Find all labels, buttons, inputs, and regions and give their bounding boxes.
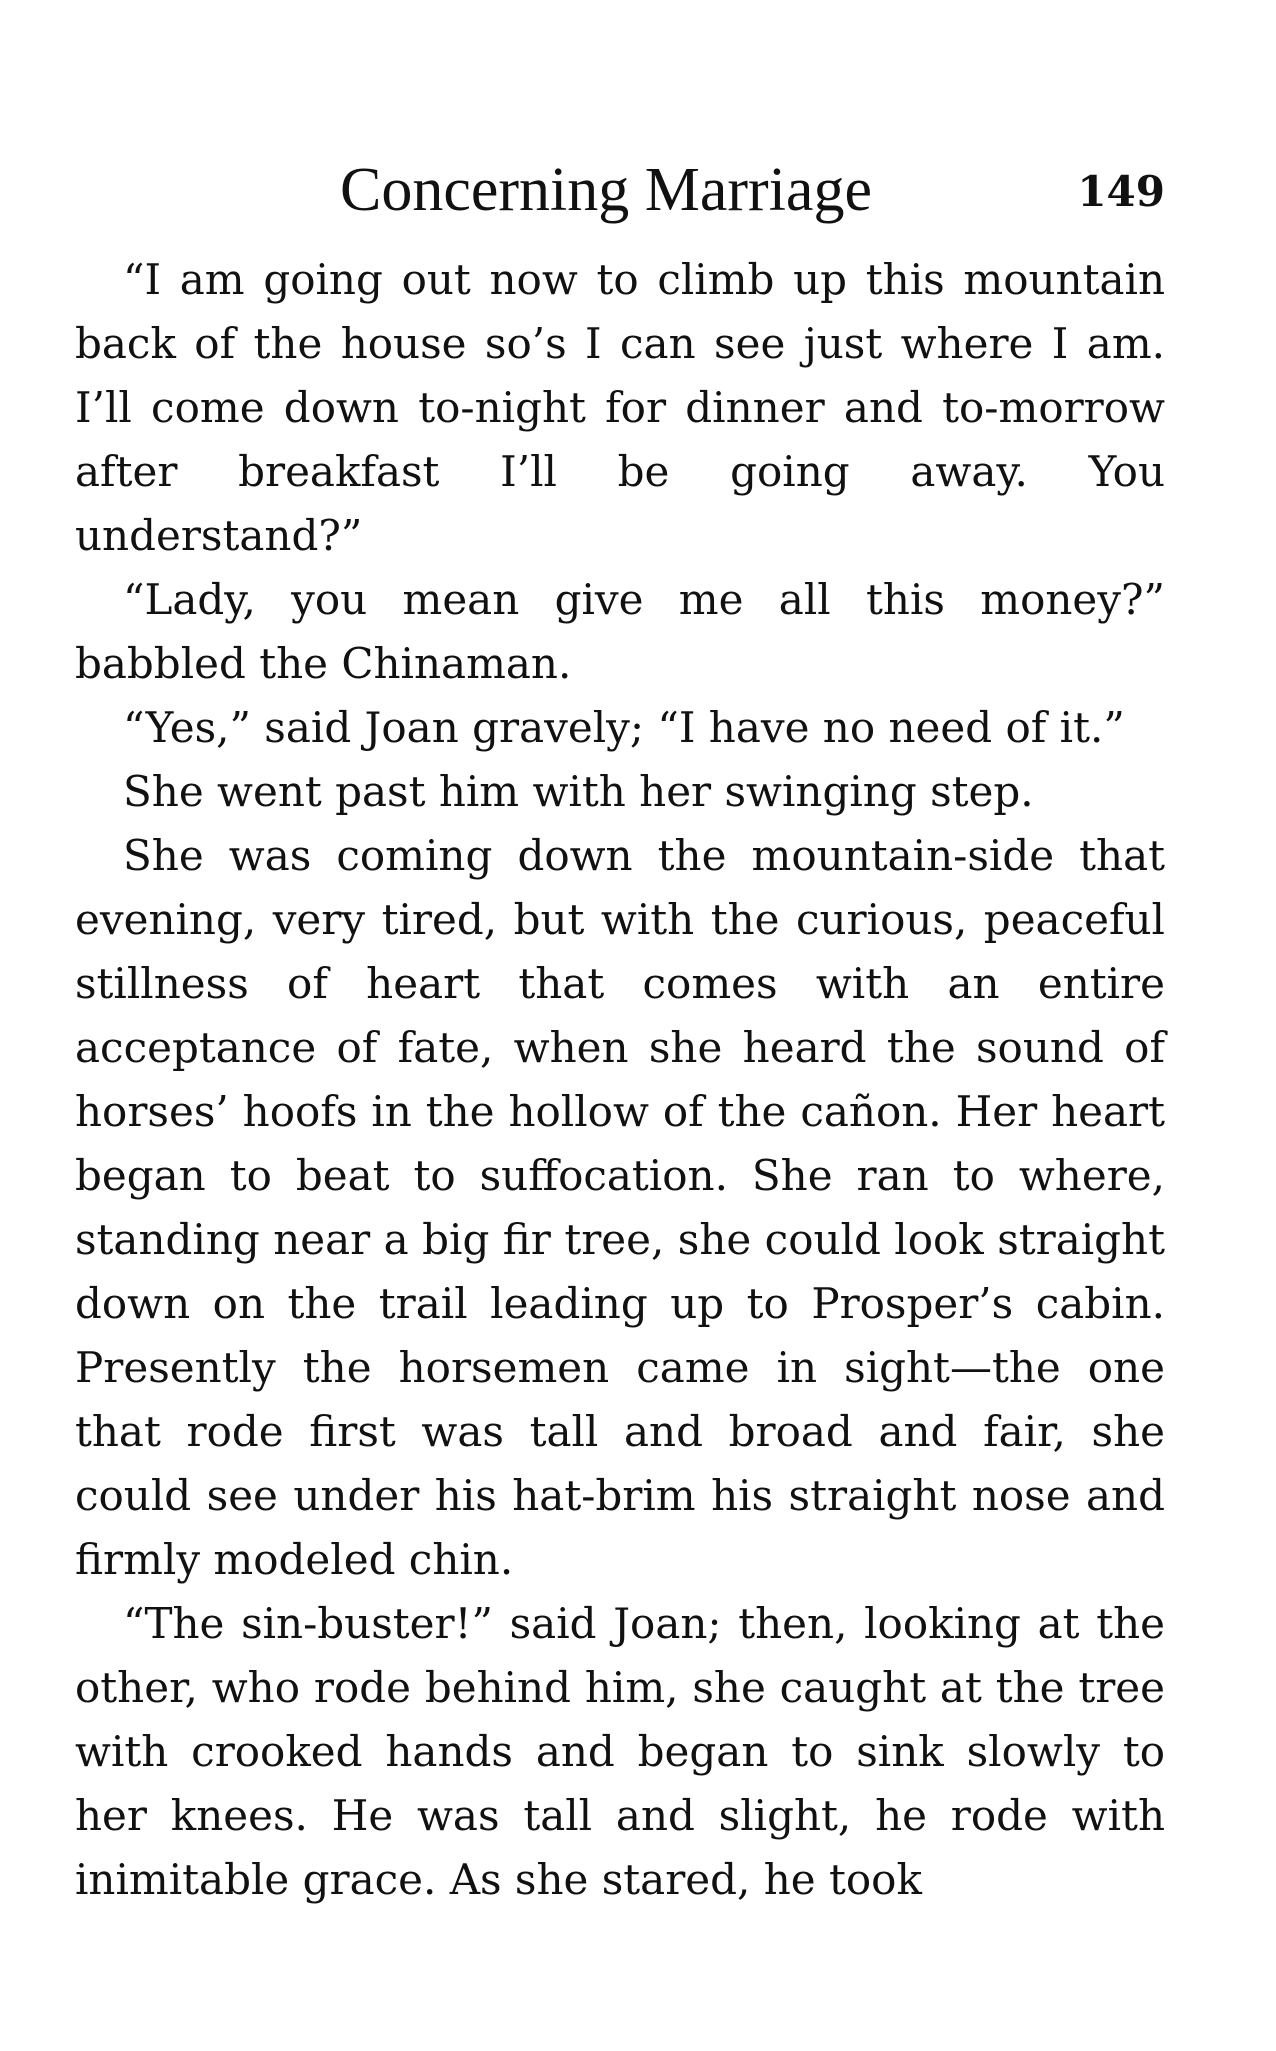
page-number: 149 — [1077, 167, 1165, 216]
body-text — [75, 248, 1165, 1912]
paragraph: “Yes,” said Joan gravely; “I have no need of it.” — [123, 703, 1125, 752]
running-title: Concerning Marriage — [340, 156, 872, 224]
paragraph: “Lady, you mean give me all this money?” babbled the Chinaman. — [75, 575, 1165, 688]
page-header — [75, 148, 1165, 238]
paragraph: “The sin-buster!” said Joan; then, looking at the other, who rode behind him, she caught at the tree with crooked hands and began to sink slowly to her knees. He was tall and slight, he rode with inimitable grace. As she stared, he took — [75, 1599, 1165, 1904]
paragraph: “I am going out now to climb up this mountain back of the house so’s I can see just where I am. I’ll come down to-night for dinner and to-morrow after breakfast I’ll be going away. You understand?” — [75, 255, 1165, 560]
paragraph: She was coming down the mountain-side that evening, very tired, but with the curious, peaceful stillness of heart that comes with an entire acceptance of fate, when she heard the sound of horses’ hoofs in the hollow of the cañon. Her heart began to beat to suffocation. She ran to where, standing near a big fir tree, she could look straight down on the trail leading up to Prosper’s cabin. Presently the horsemen came in sight—the one that rode first was tall and broad and fair, she could see under his hat-brim his straight nose and firmly modeled chin. — [75, 831, 1165, 1584]
paragraph: She went past him with her swinging step. — [123, 767, 1034, 816]
